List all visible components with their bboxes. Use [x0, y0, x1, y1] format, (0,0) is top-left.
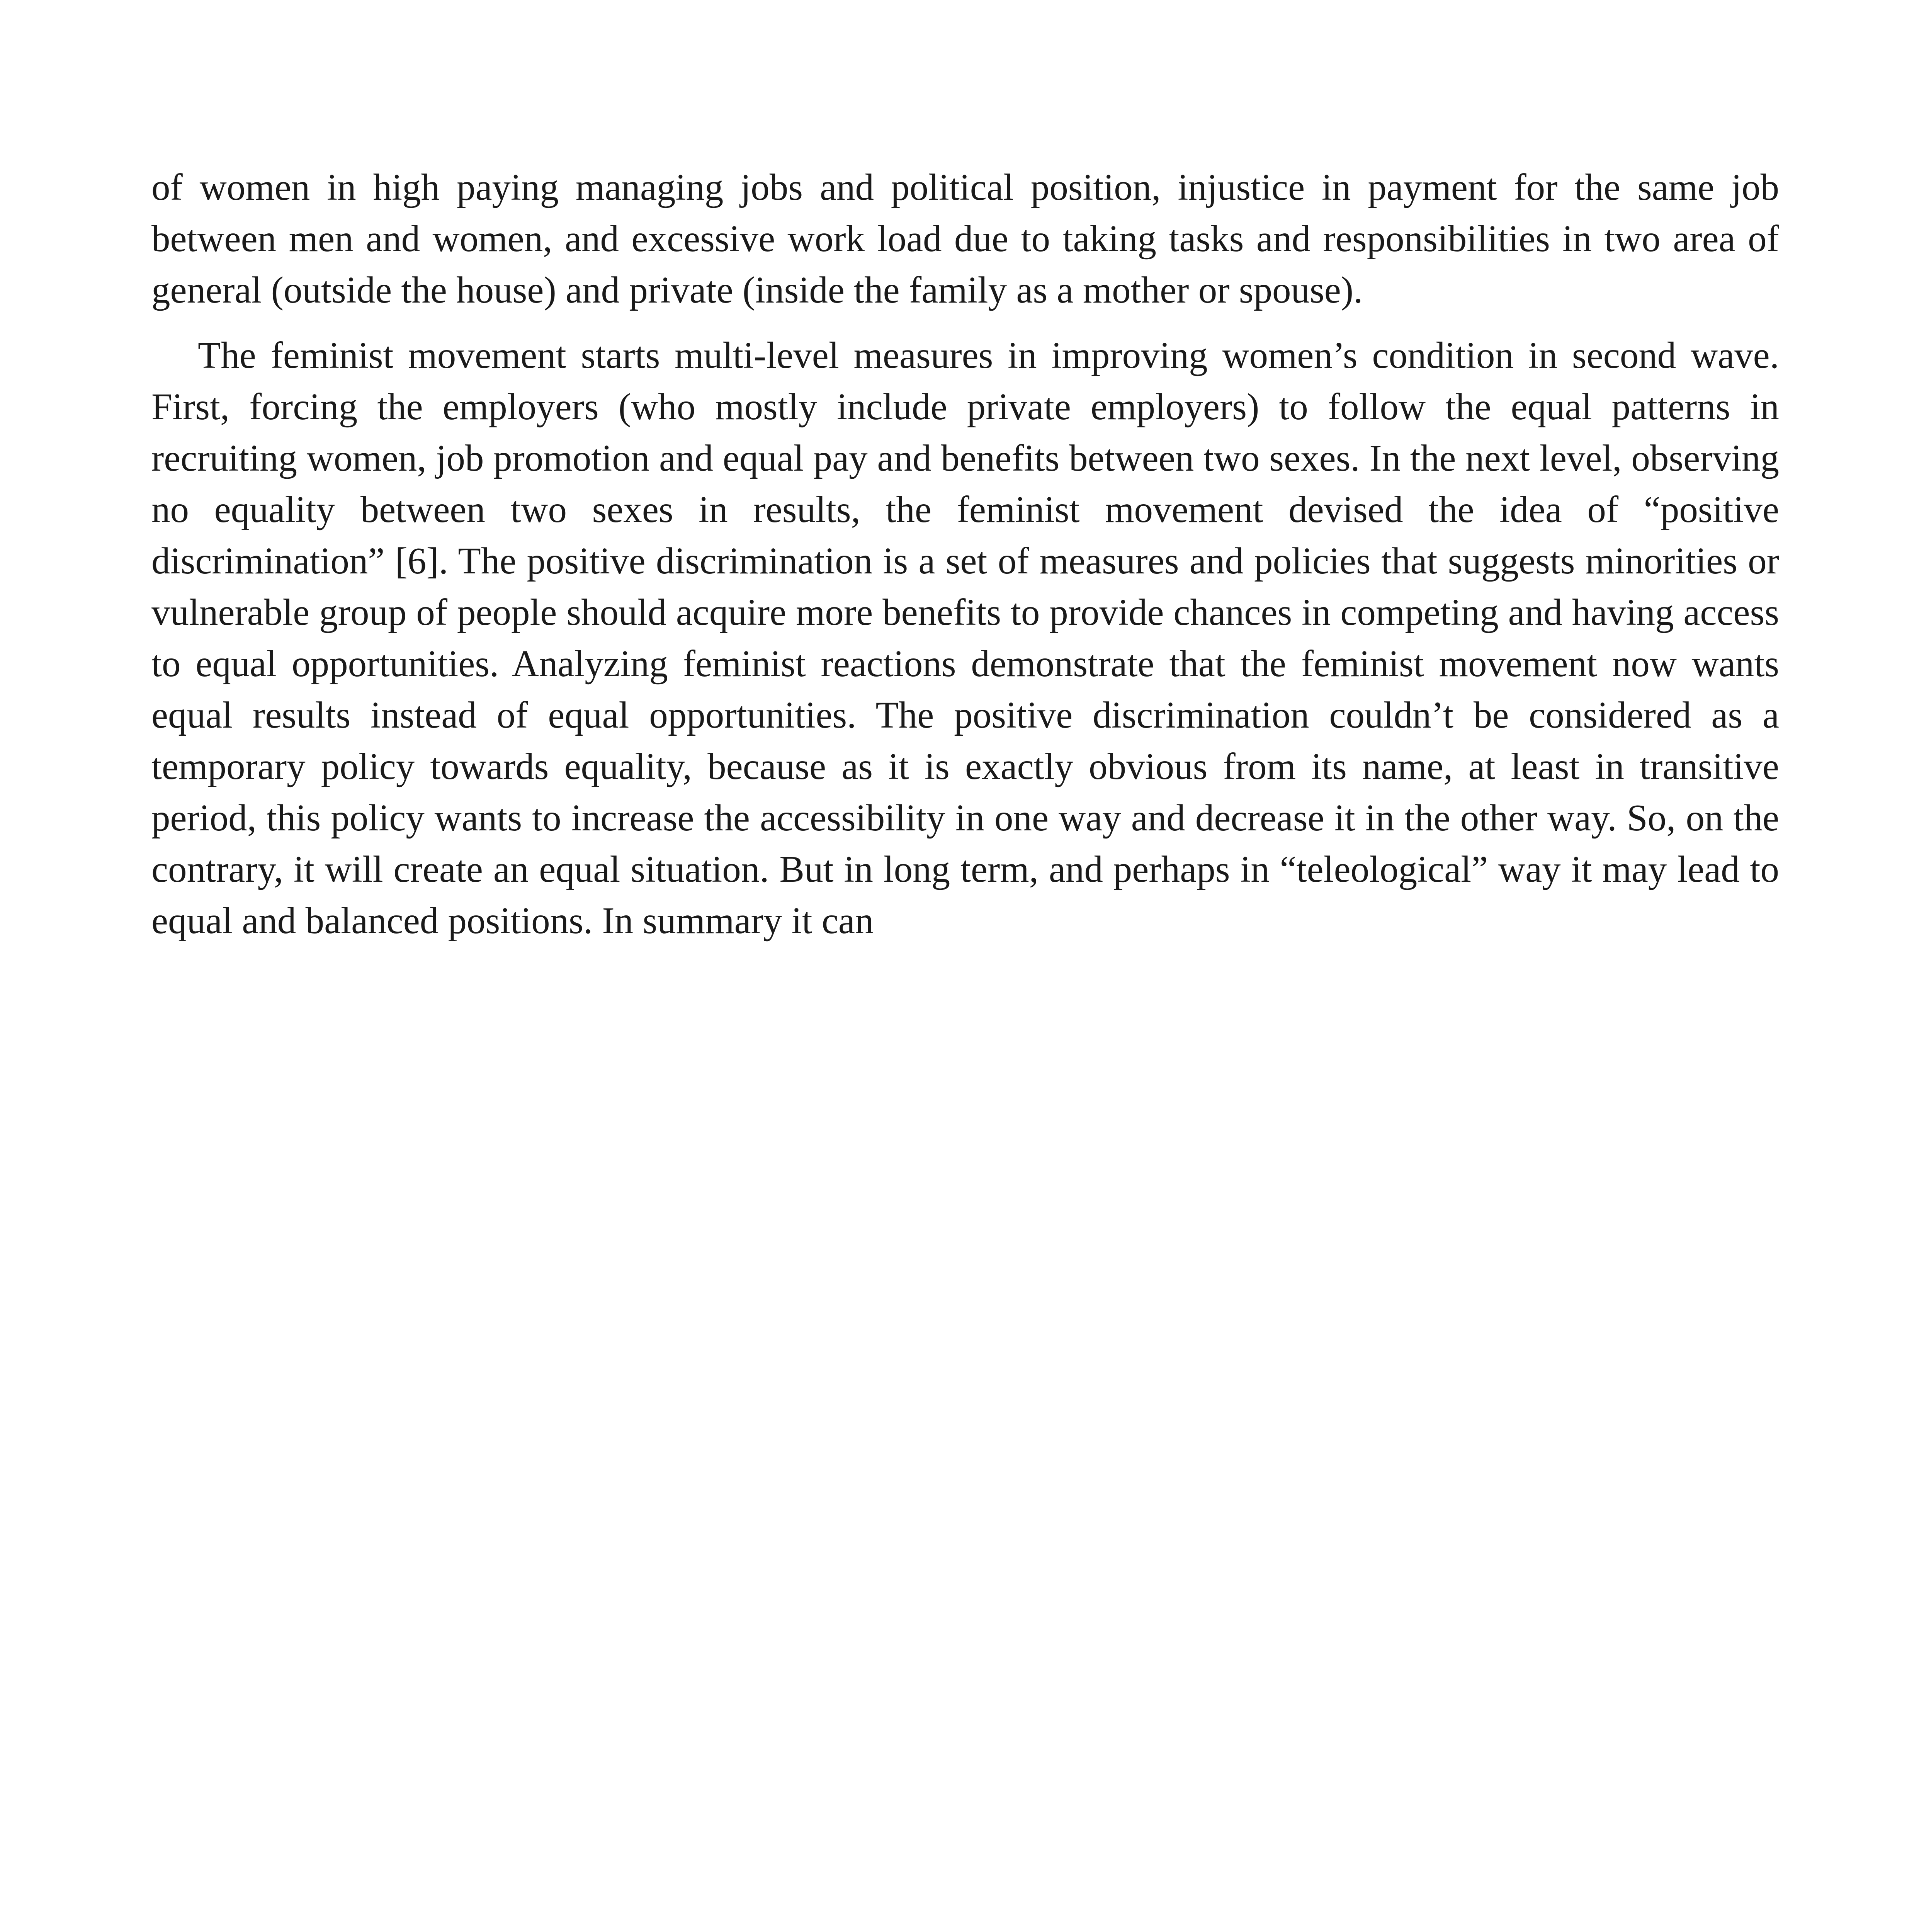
paragraph-feminist-movement: The feminist movement starts multi-level measures in improving women’s condition in second wave. First, forcing the employers (who mostly include private employers) to follow the equal patterns in recruiting women, job promotion and equal pay and benefits between two sexes. In the next level, observing no equality between two sexes in results, the feminist movement devised the idea of “positive discrimination” [6]. The positive discrimination is a set of measures and policies that suggests minorities or vulnerable group of people should acquire more benefits to provide chances in competing and having access to equal opportunities. Analyzing feminist reactions demonstrate that the feminist movement now wants equal results instead of equal opportunities. The positive discrimination couldn’t be considered as a temporary policy towards equality, because as it is exactly obvious from its name, at least in transitive period, this policy wants to increase the accessibility in one way and decrease it in the other way. So, on the contrary, it will create an equal situation. But in long term, and perhaps in “teleological” way it may lead to equal and balanced positions. In summary it can — [151, 335, 1779, 941]
paragraph-continuation: of women in high paying managing jobs and political position, injustice in payment for the same job between men and women, and excessive work load due to taking tasks and responsibilities in two area of general (outside the house) and private (inside the family as a mother or spouse). — [151, 167, 1779, 311]
body-text — [151, 162, 1779, 946]
